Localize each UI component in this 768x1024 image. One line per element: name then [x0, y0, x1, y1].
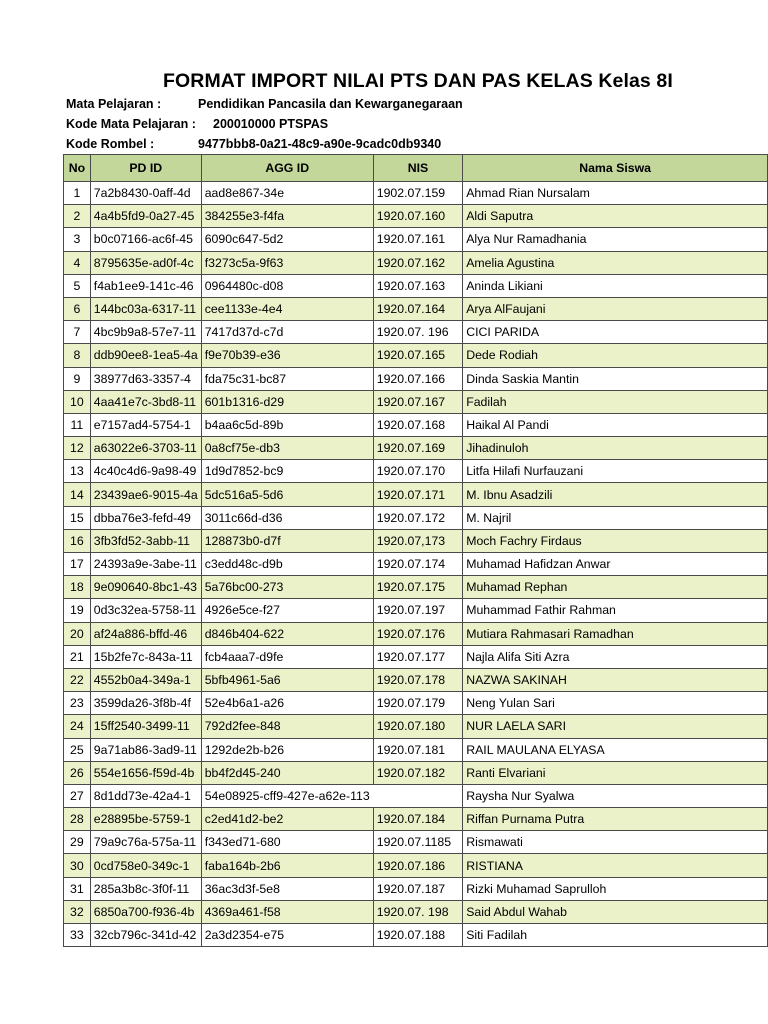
table-row	[64, 205, 768, 228]
cell-agg-id[interactable]: cee1133e-4e4	[201, 297, 373, 320]
cell-no[interactable]: 33	[64, 924, 91, 947]
cell-agg-id[interactable]: c2ed41d2-be2	[201, 808, 373, 831]
cell-nis[interactable]: 1920.07.184	[373, 808, 462, 831]
cell-nis[interactable]: 1920.07.171	[373, 483, 462, 506]
cell-pd-id[interactable]: e28895be-5759-1	[90, 808, 201, 831]
cell-nis[interactable]	[373, 784, 462, 807]
cell-nis[interactable]: 1920.07.176	[373, 622, 462, 645]
table-row	[64, 924, 768, 947]
cell-nama-siswa[interactable]: M. Najril	[463, 506, 768, 529]
cell-no[interactable]: 10	[64, 390, 91, 413]
cell-no[interactable]: 7	[64, 321, 91, 344]
cell-nama-siswa[interactable]: Riffan Purnama Putra	[463, 808, 768, 831]
cell-nis[interactable]: 1920.07.170	[373, 460, 462, 483]
cell-nis[interactable]: 1920.07.1185	[373, 831, 462, 854]
cell-nis[interactable]: 1920.07.160	[373, 205, 462, 228]
cell-nama-siswa[interactable]: Moch Fachry Firdaus	[463, 529, 768, 552]
cell-nis[interactable]: 1920.07.169	[373, 437, 462, 460]
cell-nis[interactable]: 1920.07.164	[373, 297, 462, 320]
table-row	[64, 668, 768, 691]
table-row	[64, 413, 768, 436]
table-row	[64, 854, 768, 877]
cell-nama-siswa[interactable]: Muhamad Rephan	[463, 576, 768, 599]
table-row	[64, 321, 768, 344]
header-agg-id[interactable]: AGG ID	[201, 155, 373, 182]
cell-no[interactable]: 17	[64, 553, 91, 576]
cell-no[interactable]: 31	[64, 877, 91, 900]
cell-agg-id[interactable]: 52e4b6a1-a26	[201, 692, 373, 715]
cell-nis[interactable]: 1920.07.167	[373, 390, 462, 413]
cell-no[interactable]: 12	[64, 437, 91, 460]
cell-pd-id[interactable]: f4ab1ee9-141c-46	[90, 274, 201, 297]
table-row	[64, 831, 768, 854]
table-row	[64, 715, 768, 738]
cell-agg-id[interactable]: 5dc516a5-5d6	[201, 483, 373, 506]
cell-nama-siswa[interactable]: Raysha Nur Syalwa	[463, 784, 768, 807]
cell-agg-id[interactable]: c3edd48c-d9b	[201, 553, 373, 576]
cell-nama-siswa[interactable]: Rizki Muhamad Saprulloh	[463, 877, 768, 900]
cell-nis[interactable]: 1920.07. 198	[373, 900, 462, 923]
cell-pd-id[interactable]: 7a2b8430-0aff-4d	[90, 182, 201, 205]
meta-label: Kode Rombel :	[66, 137, 155, 151]
cell-nis[interactable]: 1920.07.180	[373, 715, 462, 738]
cell-no[interactable]: 3	[64, 228, 91, 251]
cell-agg-id[interactable]: 4369a461-f58	[201, 900, 373, 923]
table-row	[64, 390, 768, 413]
cell-nama-siswa[interactable]: M. Ibnu Asadzili	[463, 483, 768, 506]
header-nis[interactable]: NIS	[373, 155, 462, 182]
table-row	[64, 900, 768, 923]
table-row	[64, 622, 768, 645]
cell-nis[interactable]: 1920.07.178	[373, 668, 462, 691]
table-row	[64, 460, 768, 483]
cell-no[interactable]: 13	[64, 460, 91, 483]
cell-nis[interactable]: 1902.07.159	[373, 182, 462, 205]
table-row	[64, 274, 768, 297]
cell-no[interactable]: 8	[64, 344, 91, 367]
cell-pd-id[interactable]: 8795635e-ad0f-4c	[90, 251, 201, 274]
cell-nama-siswa[interactable]: Dede Rodiah	[463, 344, 768, 367]
cell-no[interactable]: 4	[64, 251, 91, 274]
cell-nama-siswa[interactable]: RAIL MAULANA ELYASA	[463, 738, 768, 761]
cell-no[interactable]: 15	[64, 506, 91, 529]
cell-pd-id[interactable]: a63022e6-3703-11	[90, 437, 201, 460]
cell-nama-siswa[interactable]: Muhammad Fathir Rahman	[463, 599, 768, 622]
cell-nama-siswa[interactable]: Aninda Likiani	[463, 274, 768, 297]
cell-nama-siswa[interactable]: NAZWA SAKINAH	[463, 668, 768, 691]
cell-agg-id[interactable]: f343ed71-680	[201, 831, 373, 854]
table-row	[64, 228, 768, 251]
cell-pd-id[interactable]: 4bc9b9a8-57e7-11	[90, 321, 201, 344]
cell-nis[interactable]: 1920.07.162	[373, 251, 462, 274]
cell-agg-id[interactable]: 1292de2b-b26	[201, 738, 373, 761]
meta-value: Pendidikan Pancasila dan Kewarganegaraan	[198, 97, 463, 111]
cell-agg-id[interactable]: aad8e867-34e	[201, 182, 373, 205]
cell-no[interactable]: 11	[64, 413, 91, 436]
cell-nama-siswa[interactable]: NUR LAELA SARI	[463, 715, 768, 738]
cell-nama-siswa[interactable]: Alya Nur Ramadhania	[463, 228, 768, 251]
cell-nis[interactable]: 1920.07.187	[373, 877, 462, 900]
table-row	[64, 553, 768, 576]
cell-agg-id[interactable]: bb4f2d45-240	[201, 761, 373, 784]
cell-agg-id[interactable]: b4aa6c5d-89b	[201, 413, 373, 436]
cell-no[interactable]: 26	[64, 761, 91, 784]
table-row	[64, 738, 768, 761]
cell-agg-id[interactable]: 128873b0-d7f	[201, 529, 373, 552]
cell-nis[interactable]: 1920.07.166	[373, 367, 462, 390]
header-pd-id[interactable]: PD ID	[90, 155, 201, 182]
table-row	[64, 692, 768, 715]
table-row	[64, 529, 768, 552]
meta-label: Mata Pelajaran :	[66, 97, 162, 111]
cell-nis[interactable]: 1920.07.165	[373, 344, 462, 367]
cell-pd-id[interactable]: 285a3b8c-3f0f-11	[90, 877, 201, 900]
cell-nis[interactable]: 1920.07.161	[373, 228, 462, 251]
cell-no[interactable]: 1	[64, 182, 91, 205]
cell-no[interactable]: 5	[64, 274, 91, 297]
cell-nis[interactable]: 1920.07.168	[373, 413, 462, 436]
cell-pd-id[interactable]: 9e090640-8bc1-43	[90, 576, 201, 599]
cell-agg-id[interactable]: 54e08925-cff9-427e-a62e-113	[201, 784, 373, 807]
cell-pd-id[interactable]: 8d1dd73e-42a4-1	[90, 784, 201, 807]
cell-agg-id[interactable]: d846b404-622	[201, 622, 373, 645]
cell-nis[interactable]: 1920.07.197	[373, 599, 462, 622]
cell-agg-id[interactable]: 6090c647-5d2	[201, 228, 373, 251]
table-row	[64, 877, 768, 900]
cell-nama-siswa[interactable]: Ahmad Rian Nursalam	[463, 182, 768, 205]
cell-pd-id[interactable]: 144bc03a-6317-11	[90, 297, 201, 320]
meta-label: Kode Mata Pelajaran :	[66, 117, 196, 131]
cell-agg-id[interactable]: f9e70b39-e36	[201, 344, 373, 367]
cell-pd-id[interactable]: 4aa41e7c-3bd8-11	[90, 390, 201, 413]
cell-no[interactable]: 9	[64, 367, 91, 390]
table-row	[64, 251, 768, 274]
table-row	[64, 599, 768, 622]
cell-pd-id[interactable]: dbba76e3-fefd-49	[90, 506, 201, 529]
table-row	[64, 576, 768, 599]
cell-agg-id[interactable]: 5bfb4961-5a6	[201, 668, 373, 691]
cell-no[interactable]: 32	[64, 900, 91, 923]
cell-pd-id[interactable]: 24393a9e-3abe-11	[90, 553, 201, 576]
cell-nama-siswa[interactable]: Siti Fadilah	[463, 924, 768, 947]
cell-nis[interactable]: 1920.07.182	[373, 761, 462, 784]
student-table	[63, 154, 768, 947]
cell-nama-siswa[interactable]: CICI PARIDA	[463, 321, 768, 344]
cell-no[interactable]: 20	[64, 622, 91, 645]
cell-agg-id[interactable]: 792d2fee-848	[201, 715, 373, 738]
meta-value: 200010000 PTSPAS	[213, 117, 329, 131]
cell-no[interactable]: 30	[64, 854, 91, 877]
cell-pd-id[interactable]: 3599da26-3f8b-4f	[90, 692, 201, 715]
cell-pd-id[interactable]: e7157ad4-5754-1	[90, 413, 201, 436]
document-title: FORMAT IMPORT NILAI PTS DAN PAS KELAS Kelas 8I	[163, 70, 673, 92]
cell-nama-siswa[interactable]: Neng Yulan Sari	[463, 692, 768, 715]
table-row	[64, 297, 768, 320]
cell-no[interactable]: 19	[64, 599, 91, 622]
cell-pd-id[interactable]: 4a4b5fd9-0a27-45	[90, 205, 201, 228]
cell-no[interactable]: 18	[64, 576, 91, 599]
cell-pd-id[interactable]: 15b2fe7c-843a-11	[90, 645, 201, 668]
cell-pd-id[interactable]: 554e1656-f59d-4b	[90, 761, 201, 784]
cell-nama-siswa[interactable]: Aldi Saputra	[463, 205, 768, 228]
cell-pd-id[interactable]: 3fb3fd52-3abb-11	[90, 529, 201, 552]
cell-pd-id[interactable]: 0cd758e0-349c-1	[90, 854, 201, 877]
cell-nis[interactable]: 1920.07.163	[373, 274, 462, 297]
cell-agg-id[interactable]: 0964480c-d08	[201, 274, 373, 297]
cell-nama-siswa[interactable]: RISTIANA	[463, 854, 768, 877]
meta-mata-pelajaran	[66, 97, 463, 111]
cell-no[interactable]: 24	[64, 715, 91, 738]
table-row	[64, 808, 768, 831]
cell-agg-id[interactable]: 384255e3-f4fa	[201, 205, 373, 228]
cell-nama-siswa[interactable]: Rismawati	[463, 831, 768, 854]
cell-nis[interactable]: 1920.07.174	[373, 553, 462, 576]
cell-nis[interactable]: 1920.07.175	[373, 576, 462, 599]
cell-nis[interactable]: 1920.07,173	[373, 529, 462, 552]
cell-nama-siswa[interactable]: Muhamad Hafidzan Anwar	[463, 553, 768, 576]
cell-no[interactable]: 2	[64, 205, 91, 228]
cell-no[interactable]: 28	[64, 808, 91, 831]
table-row	[64, 645, 768, 668]
table-row	[64, 761, 768, 784]
cell-nama-siswa[interactable]: Ranti Elvariani	[463, 761, 768, 784]
cell-pd-id[interactable]: ddb90ee8-1ea5-4a	[90, 344, 201, 367]
cell-nama-siswa[interactable]: Fadilah	[463, 390, 768, 413]
table-row	[64, 506, 768, 529]
cell-no[interactable]: 16	[64, 529, 91, 552]
cell-agg-id[interactable]: 7417d37d-c7d	[201, 321, 373, 344]
table-row	[64, 437, 768, 460]
cell-agg-id[interactable]: fda75c31-bc87	[201, 367, 373, 390]
cell-nama-siswa[interactable]: Haikal Al Pandi	[463, 413, 768, 436]
cell-pd-id[interactable]: 32cb796c-341d-42	[90, 924, 201, 947]
cell-pd-id[interactable]: af24a886-bffd-46	[90, 622, 201, 645]
table-header-row	[64, 155, 768, 182]
cell-pd-id[interactable]: 6850a700-f936-4b	[90, 900, 201, 923]
cell-agg-id[interactable]: 3011c66d-d36	[201, 506, 373, 529]
table-row	[64, 182, 768, 205]
cell-pd-id[interactable]: 15ff2540-3499-11	[90, 715, 201, 738]
cell-nama-siswa[interactable]: Arya AlFaujani	[463, 297, 768, 320]
table-row	[64, 483, 768, 506]
cell-nama-siswa[interactable]: Mutiara Rahmasari Ramadhan	[463, 622, 768, 645]
cell-nama-siswa[interactable]: Dinda Saskia Mantin	[463, 367, 768, 390]
cell-agg-id[interactable]: 4926e5ce-f27	[201, 599, 373, 622]
header-no[interactable]: No	[64, 155, 91, 182]
cell-no[interactable]: 14	[64, 483, 91, 506]
cell-agg-id[interactable]: 601b1316-d29	[201, 390, 373, 413]
meta-kode-mata-pelajaran	[66, 117, 328, 131]
table-row	[64, 367, 768, 390]
meta-kode-rombel	[66, 137, 441, 151]
cell-agg-id[interactable]: 2a3d2354-e75	[201, 924, 373, 947]
cell-pd-id[interactable]: 4552b0a4-349a-1	[90, 668, 201, 691]
cell-agg-id[interactable]: faba164b-2b6	[201, 854, 373, 877]
cell-no[interactable]: 27	[64, 784, 91, 807]
cell-agg-id[interactable]: fcb4aaa7-d9fe	[201, 645, 373, 668]
cell-agg-id[interactable]: 1d9d7852-bc9	[201, 460, 373, 483]
table-row	[64, 784, 768, 807]
cell-nis[interactable]: 1920.07.181	[373, 738, 462, 761]
meta-value: 9477bbb8-0a21-48c9-a90e-9cadc0db9340	[198, 137, 442, 151]
cell-no[interactable]: 25	[64, 738, 91, 761]
header-nama-siswa[interactable]: Nama Siswa	[463, 155, 768, 182]
cell-pd-id[interactable]: 23439ae6-9015-4a	[90, 483, 201, 506]
cell-pd-id[interactable]: b0c07166-ac6f-45	[90, 228, 201, 251]
cell-no[interactable]: 21	[64, 645, 91, 668]
cell-nis[interactable]: 1920.07.188	[373, 924, 462, 947]
cell-nis[interactable]: 1920.07. 196	[373, 321, 462, 344]
cell-nama-siswa[interactable]: Najla Alifa Siti Azra	[463, 645, 768, 668]
cell-agg-id[interactable]: 5a76bc00-273	[201, 576, 373, 599]
cell-pd-id[interactable]: 0d3c32ea-5758-11	[90, 599, 201, 622]
cell-nama-siswa[interactable]: Said Abdul Wahab	[463, 900, 768, 923]
cell-no[interactable]: 23	[64, 692, 91, 715]
cell-agg-id[interactable]: 0a8cf75e-db3	[201, 437, 373, 460]
cell-pd-id[interactable]: 9a71ab86-3ad9-11	[90, 738, 201, 761]
cell-agg-id[interactable]: f3273c5a-9f63	[201, 251, 373, 274]
cell-no[interactable]: 29	[64, 831, 91, 854]
cell-nis[interactable]: 1920.07.179	[373, 692, 462, 715]
cell-nama-siswa[interactable]: Jihadinuloh	[463, 437, 768, 460]
cell-nis[interactable]: 1920.07.186	[373, 854, 462, 877]
cell-pd-id[interactable]: 79a9c76a-575a-11	[90, 831, 201, 854]
cell-no[interactable]: 22	[64, 668, 91, 691]
cell-nis[interactable]: 1920.07.177	[373, 645, 462, 668]
cell-nama-siswa[interactable]: Litfa Hilafi Nurfauzani	[463, 460, 768, 483]
cell-nama-siswa[interactable]: Amelia Agustina	[463, 251, 768, 274]
table-row	[64, 344, 768, 367]
cell-no[interactable]: 6	[64, 297, 91, 320]
cell-nis[interactable]: 1920.07.172	[373, 506, 462, 529]
cell-agg-id[interactable]: 36ac3d3f-5e8	[201, 877, 373, 900]
cell-pd-id[interactable]: 4c40c4d6-9a98-49	[90, 460, 201, 483]
cell-pd-id[interactable]: 38977d63-3357-4	[90, 367, 201, 390]
